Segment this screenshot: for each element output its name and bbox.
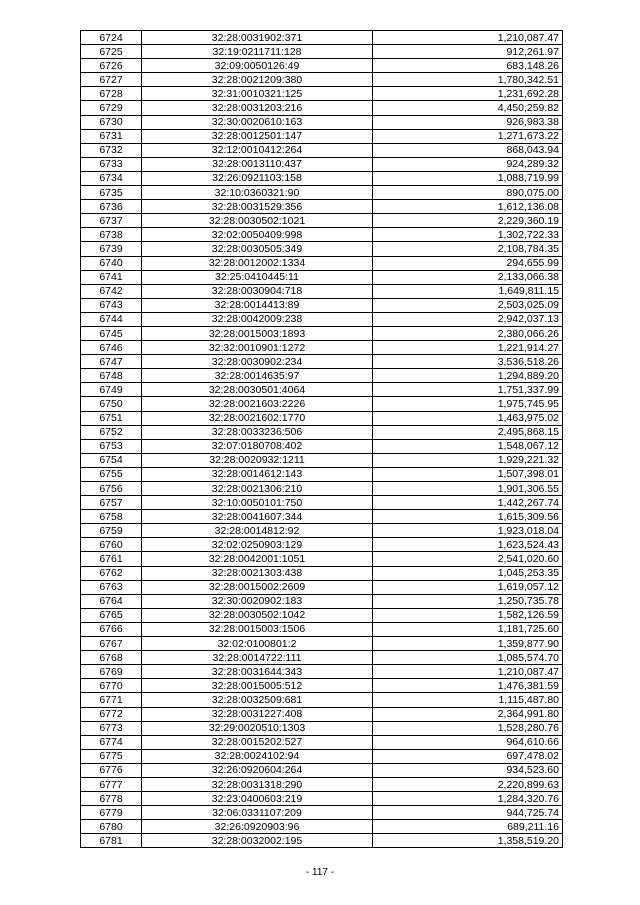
cadastral-number-cell: 32:28:0041607:344 [142, 510, 373, 524]
table-row [81, 552, 563, 566]
amount-cell: 1,507,398.01 [373, 467, 563, 481]
row-number-cell: 6733 [81, 157, 142, 171]
amount-cell: 868,043.94 [373, 143, 563, 157]
row-number-cell: 6763 [81, 580, 142, 594]
cadastral-number-cell: 32:28:0042009:238 [142, 312, 373, 326]
row-number-cell: 6757 [81, 496, 142, 510]
amount-cell: 2,364,991.80 [373, 707, 563, 721]
table-row [81, 355, 563, 369]
amount-cell: 1,923,018.04 [373, 524, 563, 538]
cadastral-number-cell: 32:28:0015003:1506 [142, 622, 373, 636]
amount-cell: 1,619,057.12 [373, 580, 563, 594]
row-number-cell: 6764 [81, 594, 142, 608]
cadastral-number-cell: 32:30:0020902:183 [142, 594, 373, 608]
table-row [81, 651, 563, 665]
row-number-cell: 6769 [81, 665, 142, 679]
table-row [81, 482, 563, 496]
cadastral-number-cell: 32:29:0020510:1303 [142, 721, 373, 735]
amount-cell: 1,623,524.43 [373, 538, 563, 552]
table-row [81, 73, 563, 87]
cadastral-number-cell: 32:28:0015003:1893 [142, 326, 373, 340]
row-number-cell: 6728 [81, 87, 142, 101]
cadastral-number-cell: 32:28:0021209:380 [142, 73, 373, 87]
table-row [81, 637, 563, 651]
row-number-cell: 6766 [81, 622, 142, 636]
row-number-cell: 6737 [81, 214, 142, 228]
table-row [81, 397, 563, 411]
table-row [81, 679, 563, 693]
amount-cell: 1,210,087.47 [373, 665, 563, 679]
amount-cell: 2,108,784.35 [373, 242, 563, 256]
table-row [81, 411, 563, 425]
row-number-cell: 6735 [81, 186, 142, 200]
row-number-cell: 6746 [81, 341, 142, 355]
row-number-cell: 6747 [81, 355, 142, 369]
table-row [81, 735, 563, 749]
table-row [81, 580, 563, 594]
cadastral-number-cell: 32:10:0050101:750 [142, 496, 373, 510]
amount-cell: 1,358,519.20 [373, 834, 563, 848]
amount-cell: 1,045,253.35 [373, 566, 563, 580]
cadastral-number-cell: 32:19:0211711:128 [142, 45, 373, 59]
row-number-cell: 6755 [81, 467, 142, 481]
table-row [81, 129, 563, 143]
amount-cell: 1,463,975.02 [373, 411, 563, 425]
row-number-cell: 6740 [81, 256, 142, 270]
row-number-cell: 6742 [81, 284, 142, 298]
row-number-cell: 6760 [81, 538, 142, 552]
cadastral-number-cell: 32:28:0030501:4064 [142, 383, 373, 397]
table-row [81, 763, 563, 777]
cadastral-number-cell: 32:02:0250903:129 [142, 538, 373, 552]
row-number-cell: 6767 [81, 637, 142, 651]
cadastral-number-cell: 32:28:0012501:147 [142, 129, 373, 143]
row-number-cell: 6752 [81, 425, 142, 439]
cadastral-number-cell: 32:06:0331107:209 [142, 806, 373, 820]
cadastral-number-cell: 32:32:0010901:1272 [142, 341, 373, 355]
table-row [81, 608, 563, 622]
row-number-cell: 6768 [81, 651, 142, 665]
amount-cell: 1,359,877.90 [373, 637, 563, 651]
row-number-cell: 6781 [81, 834, 142, 848]
table-row [81, 777, 563, 791]
table-row [81, 806, 563, 820]
cadastral-number-cell: 32:28:0031529:356 [142, 200, 373, 214]
amount-cell: 2,503,025.09 [373, 298, 563, 312]
row-number-cell: 6776 [81, 763, 142, 777]
table-row [81, 524, 563, 538]
amount-cell: 926,983.38 [373, 115, 563, 129]
cadastral-number-cell: 32:28:0013110:437 [142, 157, 373, 171]
cadastral-number-cell: 32:28:0012002:1334 [142, 256, 373, 270]
amount-cell: 1,615,309.56 [373, 510, 563, 524]
amount-cell: 4,450,259.82 [373, 101, 563, 115]
table-row [81, 566, 563, 580]
row-number-cell: 6775 [81, 749, 142, 763]
amount-cell: 1,085,574.70 [373, 651, 563, 665]
table-row [81, 369, 563, 383]
amount-cell: 1,929,221.32 [373, 453, 563, 467]
row-number-cell: 6754 [81, 453, 142, 467]
cadastral-number-cell: 32:28:0030502:1042 [142, 608, 373, 622]
row-number-cell: 6758 [81, 510, 142, 524]
amount-cell: 944,725.74 [373, 806, 563, 820]
cadastral-number-cell: 32:09:0050126:49 [142, 59, 373, 73]
row-number-cell: 6726 [81, 59, 142, 73]
row-number-cell: 6761 [81, 552, 142, 566]
table-row [81, 439, 563, 453]
row-number-cell: 6741 [81, 270, 142, 284]
amount-cell: 1,476,381.59 [373, 679, 563, 693]
cadastral-number-cell: 32:25:0410445:11 [142, 270, 373, 284]
table-row [81, 834, 563, 848]
table-row [81, 298, 563, 312]
amount-cell: 1,271,673.22 [373, 129, 563, 143]
cadastral-number-cell: 32:28:0030505:349 [142, 242, 373, 256]
table-row [81, 242, 563, 256]
cadastral-number-cell: 32:28:0030902:234 [142, 355, 373, 369]
cadastral-number-cell: 32:26:0920903:96 [142, 820, 373, 834]
row-number-cell: 6732 [81, 143, 142, 157]
table-row [81, 45, 563, 59]
cadastral-number-cell: 32:28:0032002:195 [142, 834, 373, 848]
amount-cell: 964,610.66 [373, 735, 563, 749]
row-number-cell: 6739 [81, 242, 142, 256]
table-row [81, 143, 563, 157]
row-number-cell: 6744 [81, 312, 142, 326]
cadastral-number-cell: 32:28:0020932:1211 [142, 453, 373, 467]
table-row [81, 171, 563, 185]
page-number: - 117 - [305, 867, 335, 878]
amount-cell: 1,612,136.08 [373, 200, 563, 214]
amount-cell: 912,261.97 [373, 45, 563, 59]
cadastral-number-cell: 32:28:0031227:408 [142, 707, 373, 721]
cadastral-number-cell: 32:26:0920604:264 [142, 763, 373, 777]
amount-cell: 3,536,518.26 [373, 355, 563, 369]
amount-cell: 2,541,020.60 [373, 552, 563, 566]
amount-cell: 1,088,719.99 [373, 171, 563, 185]
amount-cell: 1,284,320.76 [373, 792, 563, 806]
amount-cell: 2,133,066.38 [373, 270, 563, 284]
amount-cell: 1,780,342.51 [373, 73, 563, 87]
data-table [80, 30, 563, 848]
cadastral-number-cell: 32:28:0031644:343 [142, 665, 373, 679]
table-row [81, 792, 563, 806]
cadastral-number-cell: 32:28:0014635:97 [142, 369, 373, 383]
amount-cell: 697,478.02 [373, 749, 563, 763]
amount-cell: 2,380,066.26 [373, 326, 563, 340]
amount-cell: 2,495,868.15 [373, 425, 563, 439]
row-number-cell: 6753 [81, 439, 142, 453]
row-number-cell: 6772 [81, 707, 142, 721]
amount-cell: 1,528,280.76 [373, 721, 563, 735]
cadastral-number-cell: 32:28:0021602:1770 [142, 411, 373, 425]
row-number-cell: 6751 [81, 411, 142, 425]
table-row [81, 425, 563, 439]
row-number-cell: 6778 [81, 792, 142, 806]
table-row [81, 101, 563, 115]
table-row [81, 693, 563, 707]
table-row [81, 157, 563, 171]
table-row [81, 200, 563, 214]
amount-cell: 890,075.00 [373, 186, 563, 200]
amount-cell: 924,289.32 [373, 157, 563, 171]
amount-cell: 1,975,745.95 [373, 397, 563, 411]
table-row [81, 707, 563, 721]
row-number-cell: 6731 [81, 129, 142, 143]
row-number-cell: 6750 [81, 397, 142, 411]
table-row [81, 538, 563, 552]
row-number-cell: 6743 [81, 298, 142, 312]
amount-cell: 1,901,306.55 [373, 482, 563, 496]
table-row [81, 312, 563, 326]
row-number-cell: 6774 [81, 735, 142, 749]
table-row [81, 496, 563, 510]
amount-cell: 1,231,692.28 [373, 87, 563, 101]
row-number-cell: 6748 [81, 369, 142, 383]
amount-cell: 683,148.26 [373, 59, 563, 73]
row-number-cell: 6773 [81, 721, 142, 735]
amount-cell: 2,942,037.13 [373, 312, 563, 326]
row-number-cell: 6730 [81, 115, 142, 129]
cadastral-number-cell: 32:28:0014812:92 [142, 524, 373, 538]
cadastral-number-cell: 32:23:0400603:219 [142, 792, 373, 806]
row-number-cell: 6777 [81, 777, 142, 791]
amount-cell: 1,294,889.20 [373, 369, 563, 383]
table-row [81, 59, 563, 73]
cadastral-number-cell: 32:28:0033236:506 [142, 425, 373, 439]
table-row [81, 510, 563, 524]
row-number-cell: 6779 [81, 806, 142, 820]
cadastral-number-cell: 32:28:0042001:1051 [142, 552, 373, 566]
table-row [81, 270, 563, 284]
cadastral-number-cell: 32:28:0031318:290 [142, 777, 373, 791]
table-row [81, 214, 563, 228]
amount-cell: 1,751,337.99 [373, 383, 563, 397]
amount-cell: 1,548,067.12 [373, 439, 563, 453]
table-row [81, 749, 563, 763]
row-number-cell: 6765 [81, 608, 142, 622]
table-row [81, 383, 563, 397]
table-row [81, 228, 563, 242]
table-row [81, 820, 563, 834]
table-row [81, 467, 563, 481]
row-number-cell: 6759 [81, 524, 142, 538]
cadastral-number-cell: 32:28:0021303:438 [142, 566, 373, 580]
table-row [81, 256, 563, 270]
cadastral-number-cell: 32:28:0030904:718 [142, 284, 373, 298]
cadastral-number-cell: 32:26:0921103:158 [142, 171, 373, 185]
table-row [81, 186, 563, 200]
row-number-cell: 6756 [81, 482, 142, 496]
cadastral-number-cell: 32:28:0014413:89 [142, 298, 373, 312]
amount-cell: 1,210,087.47 [373, 31, 563, 45]
cadastral-number-cell: 32:28:0015202:527 [142, 735, 373, 749]
row-number-cell: 6727 [81, 73, 142, 87]
amount-cell: 2,229,360.19 [373, 214, 563, 228]
table-row [81, 115, 563, 129]
table-row [81, 326, 563, 340]
table-row [81, 665, 563, 679]
cadastral-number-cell: 32:28:0031203:216 [142, 101, 373, 115]
cadastral-number-cell: 32:28:0030502:1021 [142, 214, 373, 228]
row-number-cell: 6780 [81, 820, 142, 834]
table-row [81, 622, 563, 636]
row-number-cell: 6749 [81, 383, 142, 397]
row-number-cell: 6725 [81, 45, 142, 59]
row-number-cell: 6771 [81, 693, 142, 707]
amount-cell: 294,655.99 [373, 256, 563, 270]
table-row [81, 284, 563, 298]
amount-cell: 2,220,899.63 [373, 777, 563, 791]
amount-cell: 1,115,487.80 [373, 693, 563, 707]
amount-cell: 1,442,267.74 [373, 496, 563, 510]
cadastral-number-cell: 32:28:0014722:111 [142, 651, 373, 665]
cadastral-number-cell: 32:28:0021603:2226 [142, 397, 373, 411]
cadastral-number-cell: 32:02:0100801:2 [142, 637, 373, 651]
table-row [81, 87, 563, 101]
row-number-cell: 6729 [81, 101, 142, 115]
table-body [81, 31, 563, 848]
amount-cell: 1,302,722.33 [373, 228, 563, 242]
row-number-cell: 6738 [81, 228, 142, 242]
amount-cell: 934,523.60 [373, 763, 563, 777]
cadastral-number-cell: 32:28:0031902:371 [142, 31, 373, 45]
table-row [81, 721, 563, 735]
amount-cell: 1,221,914.27 [373, 341, 563, 355]
amount-cell: 1,250,735.78 [373, 594, 563, 608]
amount-cell: 689,211.16 [373, 820, 563, 834]
cadastral-number-cell: 32:28:0015005:512 [142, 679, 373, 693]
table-row [81, 594, 563, 608]
cadastral-number-cell: 32:28:0015002:2609 [142, 580, 373, 594]
table-row [81, 453, 563, 467]
cadastral-number-cell: 32:28:0014612:143 [142, 467, 373, 481]
table-row [81, 31, 563, 45]
cadastral-number-cell: 32:12:0010412:264 [142, 143, 373, 157]
table-row [81, 341, 563, 355]
cadastral-number-cell: 32:31:0010321:125 [142, 87, 373, 101]
cadastral-number-cell: 32:07:0180708:402 [142, 439, 373, 453]
cadastral-number-cell: 32:28:0032509:681 [142, 693, 373, 707]
cadastral-number-cell: 32:10:0360321:90 [142, 186, 373, 200]
cadastral-number-cell: 32:28:0021306:210 [142, 482, 373, 496]
row-number-cell: 6762 [81, 566, 142, 580]
amount-cell: 1,582,126.59 [373, 608, 563, 622]
amount-cell: 1,181,725.60 [373, 622, 563, 636]
cadastral-number-cell: 32:30:0020610:163 [142, 115, 373, 129]
row-number-cell: 6745 [81, 326, 142, 340]
row-number-cell: 6770 [81, 679, 142, 693]
cadastral-number-cell: 32:28:0024102:94 [142, 749, 373, 763]
row-number-cell: 6736 [81, 200, 142, 214]
amount-cell: 1,649,811.15 [373, 284, 563, 298]
row-number-cell: 6734 [81, 171, 142, 185]
cadastral-number-cell: 32:02:0050409:998 [142, 228, 373, 242]
row-number-cell: 6724 [81, 31, 142, 45]
